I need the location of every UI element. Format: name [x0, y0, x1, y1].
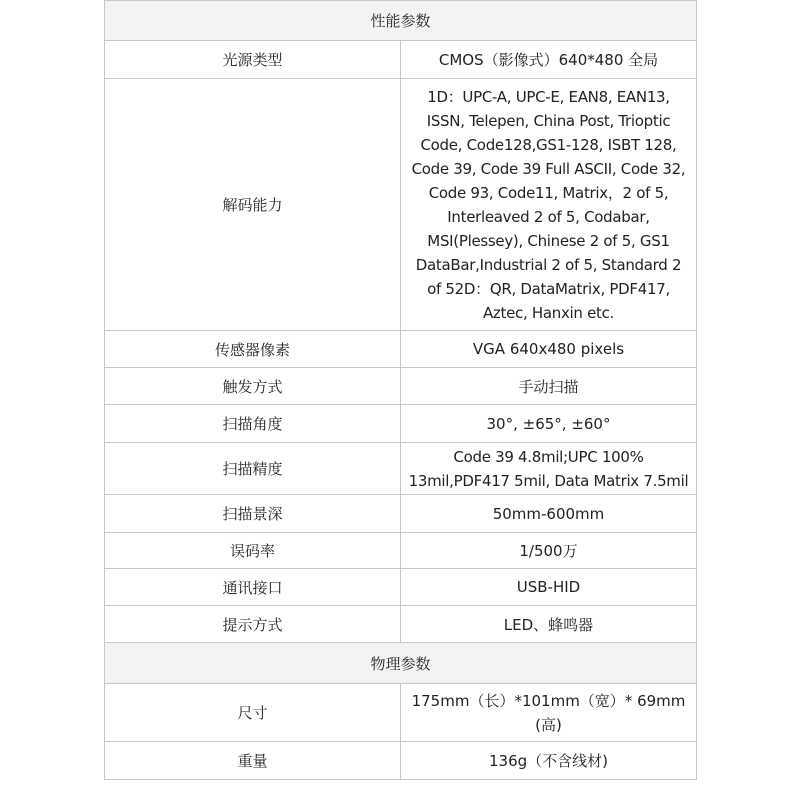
- spec-label: 触发方式: [105, 368, 401, 405]
- spec-value-line: (高): [535, 715, 562, 734]
- spec-label: 重量: [105, 742, 401, 780]
- spec-label: 传感器像素: [105, 331, 401, 368]
- spec-value-line: Code 39, Code 39 Full ASCII, Code 32,: [411, 159, 686, 178]
- spec-value: [401, 443, 697, 495]
- spec-label: 尺寸: [105, 684, 401, 742]
- spec-row-dimensions: [105, 684, 697, 742]
- spec-value: 30°, ±65°, ±60°: [401, 405, 697, 443]
- section-title: 性能参数: [105, 1, 697, 41]
- spec-value-line: Code 93, Code11, Matrix，2 of 5,: [428, 183, 669, 202]
- spec-value-line: Interleaved 2 of 5, Codabar,: [447, 207, 650, 226]
- spec-value-line: Code, Code128,GS1-128, ISBT 128,: [420, 135, 677, 154]
- spec-row-decode-capability: [105, 79, 697, 331]
- spec-row-interface: [105, 569, 697, 606]
- spec-value-line: of 52D：QR, DataMatrix, PDF417,: [427, 279, 670, 298]
- spec-value: VGA 640x480 pixels: [401, 331, 697, 368]
- spec-row-weight: [105, 742, 697, 780]
- spec-label: 扫描精度: [105, 443, 401, 495]
- spec-row-scan-angle: [105, 405, 697, 443]
- spec-label: 扫描角度: [105, 405, 401, 443]
- spec-row-trigger-mode: [105, 368, 697, 405]
- spec-label: 误码率: [105, 533, 401, 569]
- spec-label: 通讯接口: [105, 569, 401, 606]
- spec-value: [401, 684, 697, 742]
- spec-value-line: Code 39 4.8mil;UPC 100%: [453, 447, 644, 466]
- spec-table: [104, 0, 697, 780]
- spec-row-light-source: [105, 41, 697, 79]
- section-header-performance: [105, 1, 697, 41]
- spec-value: USB-HID: [401, 569, 697, 606]
- spec-value: 136g（不含线材): [401, 742, 697, 780]
- spec-value: 1/500万: [401, 533, 697, 569]
- spec-label: 光源类型: [105, 41, 401, 79]
- spec-value-line: Aztec, Hanxin etc.: [482, 303, 615, 322]
- spec-value-line: MSI(Plessey), Chinese 2 of 5, GS1: [427, 231, 670, 250]
- spec-value-line: 175mm（长）*101mm（宽）* 69mm: [411, 691, 686, 710]
- spec-label: 提示方式: [105, 606, 401, 643]
- spec-row-sensor-pixels: [105, 331, 697, 368]
- spec-value: 50mm-600mm: [401, 495, 697, 533]
- spec-value: [401, 79, 697, 331]
- spec-value-line: 1D：UPC-A, UPC-E, EAN8, EAN13,: [427, 87, 670, 106]
- spec-value-line: DataBar,Industrial 2 of 5, Standard 2: [415, 255, 682, 274]
- spec-value-line: ISSN, Telepen, China Post, Trioptic: [426, 111, 671, 130]
- spec-value-line: 13mil,PDF417 5mil, Data Matrix 7.5mil: [408, 471, 689, 490]
- section-title: 物理参数: [105, 643, 697, 684]
- spec-value: CMOS（影像式）640*480 全局: [401, 41, 697, 79]
- spec-row-scan-precision: [105, 443, 697, 495]
- spec-value: LED、蜂鸣器: [401, 606, 697, 643]
- spec-row-indicator: [105, 606, 697, 643]
- spec-row-error-rate: [105, 533, 697, 569]
- spec-row-depth-of-field: [105, 495, 697, 533]
- spec-label: 解码能力: [105, 79, 401, 331]
- spec-value: 手动扫描: [401, 368, 697, 405]
- section-header-physical: [105, 643, 697, 684]
- spec-label: 扫描景深: [105, 495, 401, 533]
